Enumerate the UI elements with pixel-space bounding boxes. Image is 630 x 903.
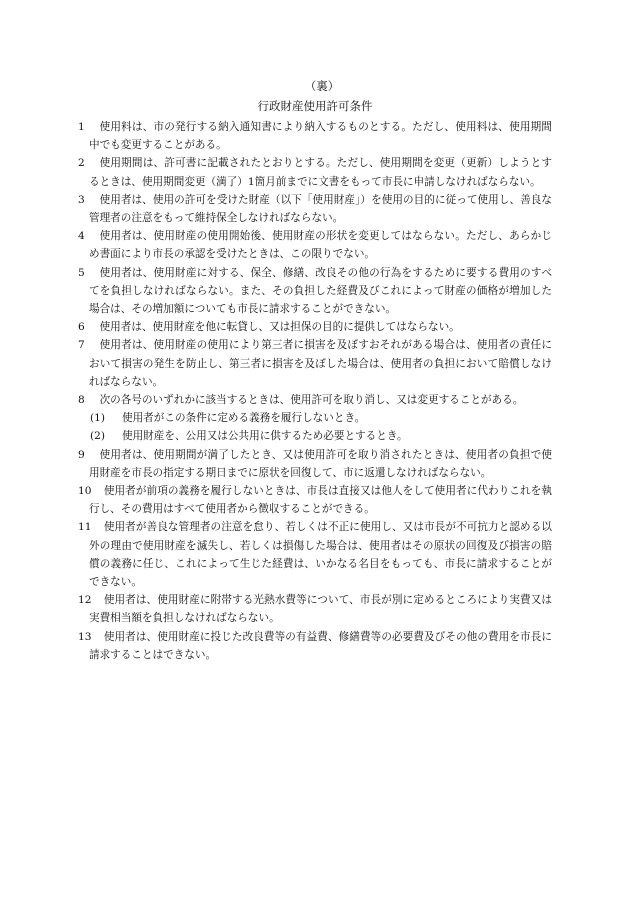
condition-text: 次の各号のいずれかに該当するときは、使用許可を取り消し、又は変更することがある。: [99, 394, 524, 407]
condition-text: 使用者は、使用の許可を受けた財産（以下「使用財産」）を使用の目的に従って使用し、善良な管理者の注意をもって維持保全しなければならない。: [89, 193, 552, 225]
condition-item-4: [78, 227, 552, 263]
condition-item-5: [78, 264, 552, 319]
condition-item-11: [78, 518, 552, 591]
condition-number: 8: [78, 394, 85, 407]
condition-item-6: [78, 318, 552, 336]
condition-text: 使用者が前項の義務を履行しないときは、市長は直接又は他人をして使用者に代わりこれを執行し、その費用はすべて使用者から徴収することができる。: [89, 485, 552, 516]
condition-text: 使用者は、使用期間が満了したとき、又は使用許可を取り消されたときは、使用者の負担で使用財産を市長の指定する期日までに原状を回復して、市に返還しなければならない。: [89, 448, 552, 479]
condition-item-10: [78, 482, 552, 518]
condition-number: 12: [78, 594, 92, 607]
condition-number: 7: [78, 339, 85, 352]
condition-text: 使用者は、使用財産に附帯する光熱水費等について、市長が別に定めるところにより実費又は実費相当額を負担しなければならない。: [89, 594, 552, 625]
condition-number: 13: [78, 630, 92, 643]
subitem-text: 使用財産を、公用又は公共用に供するため必要とするとき。: [122, 430, 408, 443]
condition-item-7: [78, 336, 552, 391]
condition-text: 使用者は、使用財産に対する、保全、修繕、改良その他の行為をするために要する費用のすべてを負担しなければならない。また、その負担した経費及びこれによって財産の価格が増加した場合は、その増加額についても市長に請求することができない。: [89, 266, 552, 316]
condition-number: 11: [78, 521, 92, 534]
condition-number: 10: [78, 485, 92, 498]
condition-item-8: [78, 391, 552, 409]
condition-number: 2: [78, 157, 85, 170]
subitem-number: (1): [90, 412, 106, 425]
condition-text: 使用料は、市の発行する納入通知書により納入するものとする。ただし、使用料は、使用期間中でも変更することがある。: [89, 121, 552, 152]
condition-text: 使用者は、使用財産を他に転貸し、又は担保の目的に提供してはならない。: [99, 321, 460, 334]
condition-text: 使用者は、使用財産に投じた改良費等の有益費、修繕費等の必要費及びその他の費用を市長に請求することはできない。: [89, 630, 552, 661]
condition-number: 4: [78, 230, 85, 243]
condition-number: 6: [78, 321, 85, 334]
condition-8-subitem-1: [78, 409, 552, 427]
document-page: [78, 78, 552, 664]
document-title: 行政財産使用許可条件: [257, 99, 373, 113]
condition-text: 使用者は、使用財産の使用開始後、使用財産の形状を変更してはならない。ただし、あらかじめ書面により市長の承認を受けたときは、この限りでない。: [89, 230, 552, 261]
subitem-number: (2): [90, 430, 106, 443]
conditions-list: [78, 118, 552, 664]
condition-item-3: [78, 191, 552, 227]
condition-number: 9: [78, 448, 85, 461]
condition-text: 使用期間は、許可書に記載されたとおりとする。ただし、使用期間を変更（更新）しようとするときは、使用期間変更（満了）1箇月前までに文書をもって市長に申請しなければならない。: [89, 157, 552, 188]
condition-number: 1: [78, 121, 85, 133]
condition-item-12: [78, 591, 552, 627]
condition-text: 使用者は、使用財産の使用により第三者に損害を及ぼすおそれがある場合は、使用者の責任において損害の発生を防止し、第三者に損害を及ぼした場合は、使用者の負担において賠償しなければならない。: [89, 339, 552, 388]
condition-text: 使用者が善良な管理者の注意を怠り、若しくは不正に使用し、又は市長が不可抗力と認める以外の理由で使用財産を滅失し、若しくは損傷した場合は、使用者はその原状の回復及び損害の賠償の義務に任じ、これによって生じた経費は、いかなる名目をもっても、市長に請求することができない。: [89, 521, 552, 589]
subitem-text: 使用者がこの条件に定める義務を履行しないとき。: [122, 412, 366, 425]
condition-item-9: [78, 446, 552, 482]
condition-number: 3: [78, 193, 85, 206]
condition-item-13: [78, 628, 552, 664]
condition-number: 5: [78, 266, 85, 279]
condition-item-2: [78, 154, 552, 190]
condition-item-1: [78, 118, 552, 154]
back-side-label: （裏）: [304, 79, 340, 93]
condition-8-subitem-2: [78, 427, 552, 445]
